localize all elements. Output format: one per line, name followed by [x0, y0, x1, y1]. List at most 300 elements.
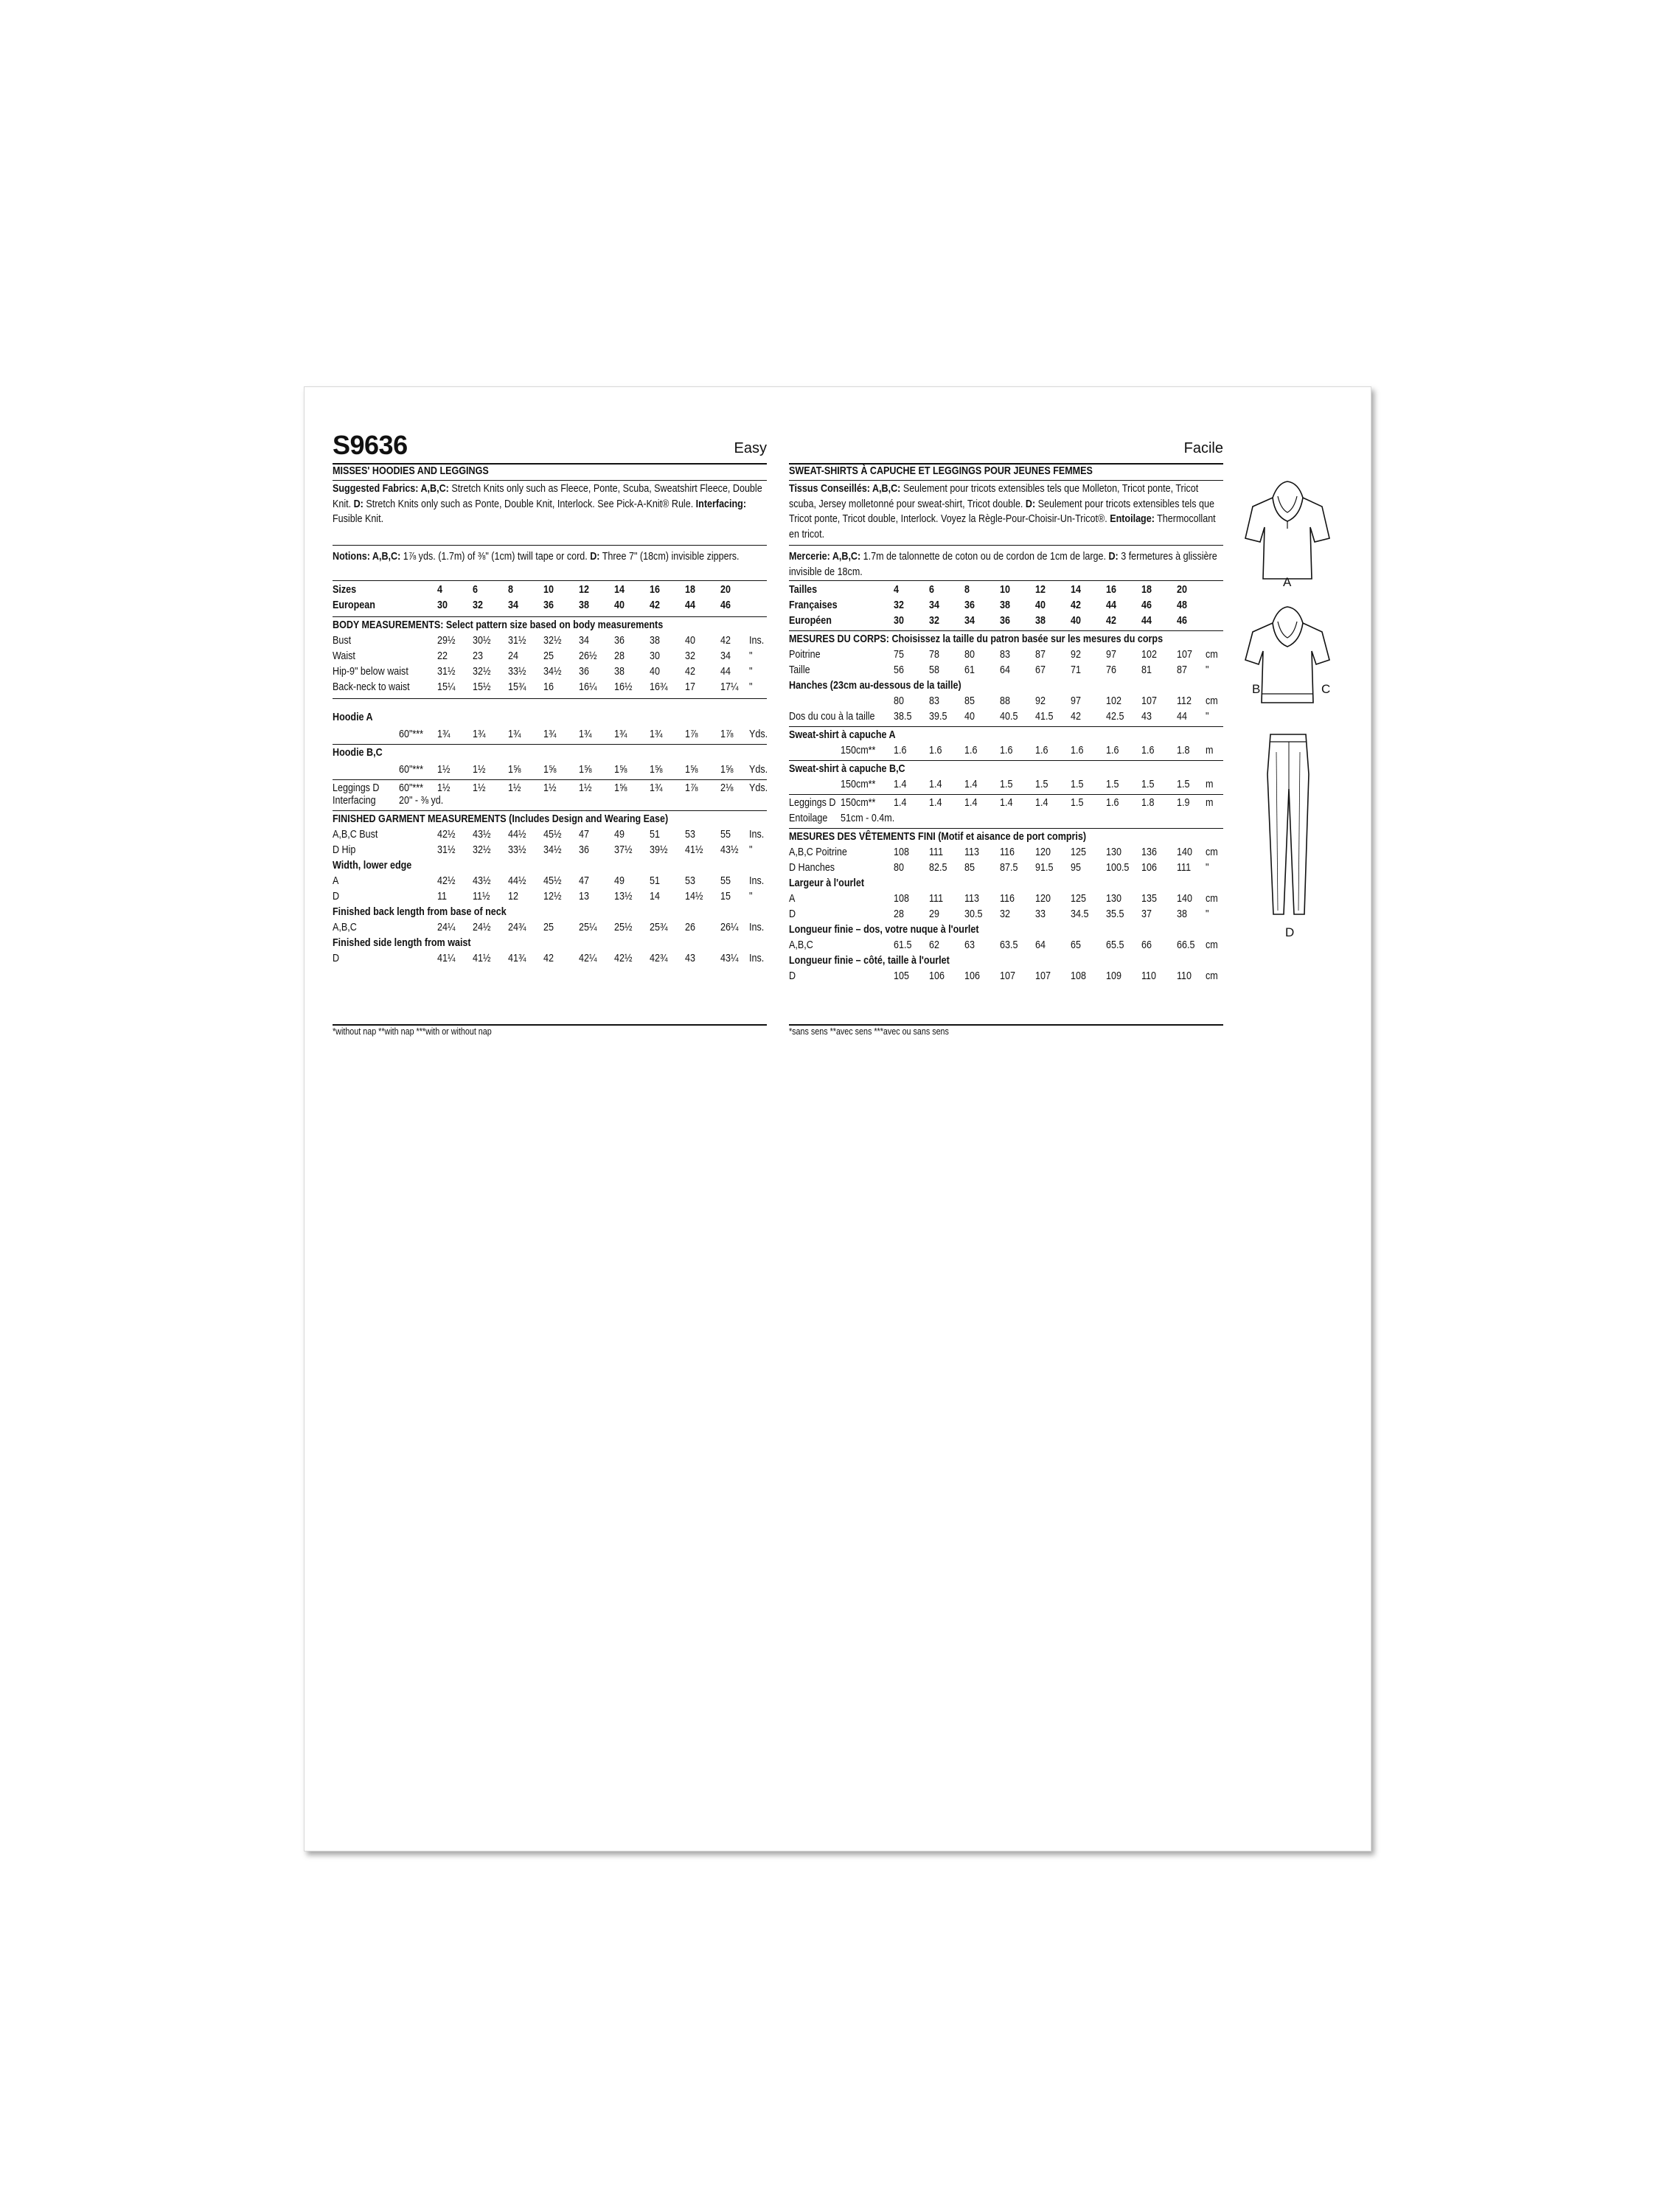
row-label: Width, lower edge [333, 860, 412, 872]
table-cell: 53 [685, 875, 695, 887]
table-cell: 109 [1106, 970, 1121, 982]
table-cell: 46 [1177, 615, 1187, 627]
table-cell: 130 [1106, 846, 1121, 858]
row-label: Européen [789, 615, 832, 627]
width-row [789, 907, 1223, 922]
yardage-row [789, 796, 1223, 811]
table-cell: 78 [929, 649, 939, 661]
table-cell: 42½ [437, 829, 456, 841]
table-cell: 32 [685, 650, 695, 662]
table-cell: 1¾ [508, 728, 521, 740]
table-cell: 41¾ [508, 953, 526, 964]
table-cell: 16¼ [579, 681, 597, 693]
table-cell: 17 [685, 681, 695, 693]
table-cell: 83 [929, 695, 939, 707]
bold-label: Suggested Fabrics: A,B,C: [333, 483, 449, 495]
table-cell: 35.5 [1106, 908, 1124, 920]
table-cell: 140 [1177, 846, 1192, 858]
table-cell: 46 [1141, 599, 1152, 611]
table-cell: 37½ [614, 844, 633, 856]
finished-row [333, 843, 767, 858]
table-cell: 1.4 [929, 797, 942, 809]
table-cell: 1.6 [1106, 745, 1119, 757]
table-cell: 33½ [508, 666, 526, 678]
table-cell: 97 [1106, 649, 1116, 661]
table-cell: 1⅝ [579, 764, 592, 776]
back-length-row [333, 920, 767, 936]
side-length-row [789, 969, 1223, 984]
table-cell: 108 [894, 893, 909, 905]
table-cell: 43½ [473, 829, 491, 841]
section-subheading [789, 922, 1223, 938]
body-row [789, 663, 1223, 678]
divider [333, 580, 767, 581]
pattern-title-fr: SWEAT-SHIRTS À CAPUCHE ET LEGGINGS POUR JEUNES FEMMES [789, 465, 1093, 477]
table-cell: 38 [579, 599, 589, 611]
table-cell: 1¾ [437, 728, 451, 740]
table-cell: 1.6 [1106, 797, 1119, 809]
table-cell: 1½ [473, 764, 486, 776]
table-cell: 1½ [508, 782, 521, 794]
row-label: A,B,C Poitrine [789, 846, 847, 858]
row-label: Hoodie A [333, 712, 373, 723]
table-cell: 85 [964, 862, 975, 874]
row-label: D Hanches [789, 862, 835, 874]
unit-label: Ins. [749, 875, 765, 887]
fabric-width: 51cm - 0.4m. [841, 813, 895, 824]
table-cell: 1.5 [1141, 779, 1155, 790]
table-cell: 40 [685, 635, 695, 647]
table-cell: 87.5 [1000, 862, 1018, 874]
table-cell: 82.5 [929, 862, 947, 874]
table-cell: 36 [543, 599, 554, 611]
table-cell: 12½ [543, 891, 562, 902]
row-label: A,B,C Bust [333, 829, 378, 841]
unit-label: cm [1206, 649, 1218, 661]
table-cell: 46 [720, 599, 731, 611]
footnote-fr: *sans sens **avec sens ***avec ou sans sens [789, 1026, 949, 1037]
table-cell: 34½ [543, 666, 562, 678]
table-cell: 32 [1000, 908, 1010, 920]
table-cell: 42.5 [1106, 711, 1124, 723]
row-label: Hip-9" below waist [333, 666, 408, 678]
unit-label: " [1206, 908, 1209, 920]
table-cell: 31½ [437, 844, 456, 856]
sizes-row [333, 582, 767, 598]
table-cell: 1.5 [1106, 779, 1119, 790]
table-cell: 110 [1177, 970, 1192, 982]
table-cell: 39½ [650, 844, 668, 856]
table-cell: 92 [1035, 695, 1046, 707]
table-cell: 1⅞ [685, 728, 698, 740]
text: 1⅞ yds. (1.7m) of ⅜" (1cm) twill tape or cord. [400, 551, 591, 563]
notions [333, 549, 764, 565]
table-cell: 41.5 [1035, 711, 1054, 723]
table-cell: 1½ [437, 764, 451, 776]
row-label: European [333, 599, 375, 611]
table-cell: 42½ [437, 875, 456, 887]
section-subheading [789, 876, 1223, 891]
table-cell: 107 [1035, 970, 1051, 982]
table-cell: 32½ [543, 635, 562, 647]
table-cell: 1.4 [1035, 797, 1048, 809]
table-cell: 30 [437, 599, 448, 611]
fabric-width: 150cm** [841, 779, 876, 790]
row-label: D [333, 953, 340, 964]
unit-label: " [749, 681, 753, 693]
table-cell: 42 [650, 599, 660, 611]
width-row [333, 889, 767, 905]
difficulty-label-fr: Facile [1183, 440, 1223, 456]
table-cell: 1.4 [964, 797, 978, 809]
row-label: Françaises [789, 599, 838, 611]
entoilage-row [789, 811, 1223, 827]
table-cell: 31½ [437, 666, 456, 678]
table-cell: 1.6 [929, 745, 942, 757]
unit-label: " [749, 891, 753, 902]
unit-label: " [1206, 862, 1209, 874]
table-cell: 43¼ [720, 953, 739, 964]
table-cell: 32½ [473, 844, 491, 856]
bold-label: Interfacing: [695, 498, 747, 510]
table-cell: 30½ [473, 635, 491, 647]
table-cell: 12 [1035, 584, 1046, 596]
table-cell: 34 [508, 599, 518, 611]
table-cell: 63.5 [1000, 939, 1018, 951]
unit-label: " [749, 666, 753, 678]
table-cell: 40 [650, 666, 660, 678]
divider [789, 580, 1223, 581]
table-cell: 1.6 [1035, 745, 1048, 757]
table-cell: 16 [543, 681, 554, 693]
row-label: Hanches (23cm au-dessous de la taille) [789, 680, 961, 692]
hanches-row [789, 694, 1223, 709]
table-cell: 105 [894, 970, 909, 982]
table-cell: 2⅛ [720, 782, 734, 794]
bold-label: Entoilage: [1110, 513, 1155, 525]
suggested-fabrics-fr [789, 481, 1220, 542]
row-label: Taille [789, 664, 810, 676]
back-length-row [789, 938, 1223, 953]
table-cell: 110 [1141, 970, 1157, 982]
pattern-sheet [304, 386, 1371, 1851]
table-cell: 71 [1071, 664, 1081, 676]
table-cell: 107 [1000, 970, 1015, 982]
unit-label: Ins. [749, 922, 765, 933]
table-cell: 80 [894, 862, 904, 874]
table-cell: 1⅝ [685, 764, 698, 776]
bold-label: Mercerie: A,B,C: [789, 551, 861, 563]
fabric-width: 150cm** [841, 797, 876, 809]
view-heading [333, 745, 767, 761]
table-cell: 88 [1000, 695, 1010, 707]
table-cell: 1¾ [473, 728, 486, 740]
table-cell: 40.5 [1000, 711, 1018, 723]
table-cell: 33½ [508, 844, 526, 856]
body-row [789, 647, 1223, 663]
unit-label: cm [1206, 970, 1218, 982]
table-cell: 106 [964, 970, 980, 982]
yardage-row [333, 762, 767, 778]
table-cell: 97 [1071, 695, 1081, 707]
table-cell: 61 [964, 664, 975, 676]
table-cell: 24¾ [508, 922, 526, 933]
row-label: Finished side length from waist [333, 937, 471, 949]
body-row [333, 649, 767, 664]
row-label: A [333, 875, 339, 887]
bold-label: D: [353, 498, 364, 510]
unit-label: cm [1206, 695, 1218, 707]
row-label: Bust [333, 635, 352, 647]
table-cell: 1.5 [1071, 779, 1084, 790]
table-cell: 1.6 [964, 745, 978, 757]
table-cell: 34½ [543, 844, 562, 856]
table-cell: 38 [650, 635, 660, 647]
unit-label: m [1206, 745, 1214, 757]
table-cell: 136 [1141, 846, 1157, 858]
table-cell: 65 [1071, 939, 1081, 951]
table-cell: 25½ [614, 922, 633, 933]
section-subheading [789, 678, 1223, 694]
unit-label: cm [1206, 846, 1218, 858]
table-cell: 1⅝ [543, 764, 557, 776]
table-cell: 44 [1106, 599, 1116, 611]
table-cell: 36 [579, 844, 589, 856]
table-cell: 33 [1035, 908, 1046, 920]
fabric-width: 60"*** [399, 764, 424, 776]
table-cell: 111 [1177, 862, 1192, 874]
european-row [333, 598, 767, 613]
pattern-number: S9636 [333, 430, 408, 460]
table-cell: 15¾ [508, 681, 526, 693]
table-cell: 125 [1071, 893, 1086, 905]
francaises-row [789, 598, 1223, 613]
row-label: Longueur finie – dos, votre nuque à l'ourlet [789, 924, 979, 936]
table-cell: 48 [1177, 599, 1187, 611]
view-heading [789, 728, 1223, 743]
table-cell: 10 [1000, 584, 1010, 596]
width-row [789, 891, 1223, 907]
unit-label: Ins. [749, 953, 765, 964]
english-header [333, 431, 767, 458]
table-cell: 24¼ [437, 922, 456, 933]
divider [789, 1024, 1223, 1026]
suggested-fabrics [333, 481, 764, 527]
bold-label: D: [590, 551, 600, 563]
table-cell: 1⅝ [650, 764, 663, 776]
table-cell: 1⅞ [720, 728, 734, 740]
table-cell: 34.5 [1071, 908, 1089, 920]
table-cell: 42 [685, 666, 695, 678]
view-label-c: C [1321, 682, 1331, 696]
table-cell: 41¼ [437, 953, 456, 964]
footnote: *without nap **with nap ***with or without nap [333, 1026, 492, 1037]
table-cell: 15¼ [437, 681, 456, 693]
table-cell: 64 [1000, 664, 1010, 676]
table-cell: 56 [894, 664, 904, 676]
table-cell: 92 [1071, 649, 1081, 661]
sizes-row [789, 582, 1223, 598]
table-cell: 38 [1035, 615, 1046, 627]
table-cell: 108 [894, 846, 909, 858]
table-cell: 1.5 [1071, 797, 1084, 809]
table-cell: 102 [1106, 695, 1121, 707]
table-cell: 47 [579, 875, 589, 887]
table-cell: 34 [929, 599, 939, 611]
divider [333, 698, 767, 699]
table-cell: 34 [579, 635, 589, 647]
table-cell: 1¾ [650, 782, 663, 794]
table-cell: 6 [473, 584, 478, 596]
table-cell: 15½ [473, 681, 491, 693]
unit-label: " [1206, 664, 1209, 676]
row-label: Largeur à l'ourlet [789, 877, 865, 889]
unit-label: " [1206, 711, 1209, 723]
table-cell: 18 [685, 584, 695, 596]
table-cell: 44½ [508, 875, 526, 887]
table-cell: 24 [508, 650, 518, 662]
table-cell: 1½ [437, 782, 451, 794]
finished-row [789, 860, 1223, 876]
table-cell: 1¾ [614, 728, 627, 740]
table-cell: 85 [964, 695, 975, 707]
table-cell: 44 [1177, 711, 1187, 723]
table-cell: 39.5 [929, 711, 947, 723]
table-cell: 100.5 [1106, 862, 1130, 874]
row-label: FINISHED GARMENT MEASUREMENTS (Includes Design and Wearing Ease) [333, 813, 669, 825]
table-cell: 1⅞ [685, 782, 698, 794]
text: Thermocollant en tricot. [789, 513, 1216, 540]
body-row [789, 709, 1223, 725]
table-cell: 107 [1177, 649, 1192, 661]
table-cell: 37 [1141, 908, 1152, 920]
table-cell: 76 [1106, 664, 1116, 676]
table-cell: 40 [614, 599, 625, 611]
text: Seulement pour tricots extensibles tels que Molleton, Tricot ponte, Tricot scuba, Jersey molletonné pour sweat-shirt, Tricot double. [789, 483, 1199, 510]
row-label: Leggings D [789, 797, 836, 809]
unit-label: Yds. [749, 728, 768, 740]
table-cell: 1.5 [1000, 779, 1013, 790]
table-cell: 1¾ [543, 728, 557, 740]
row-label: Longueur finie – côté, taille à l'ourlet [789, 955, 950, 967]
fabric-width: 150cm** [841, 745, 876, 757]
table-cell: 1⅝ [614, 782, 627, 794]
table-cell: 13 [579, 891, 589, 902]
table-cell: 1.4 [1000, 797, 1013, 809]
table-cell: 26 [685, 922, 695, 933]
fabric-width: 20" - ⅜ yd. [399, 795, 444, 807]
divider [333, 779, 767, 780]
table-cell: 32 [929, 615, 939, 627]
divider [789, 828, 1223, 829]
table-cell: 1.4 [964, 779, 978, 790]
table-cell: 67 [1035, 664, 1046, 676]
divider [333, 545, 767, 546]
table-cell: 14 [650, 891, 660, 902]
unit-label: cm [1206, 893, 1218, 905]
row-label: Interfacing [333, 795, 376, 807]
row-label: Waist [333, 650, 355, 662]
table-cell: 1.6 [1000, 745, 1013, 757]
table-cell: 36 [579, 666, 589, 678]
table-cell: 43 [1141, 711, 1152, 723]
section-subheading [789, 953, 1223, 969]
table-cell: 1.4 [894, 779, 907, 790]
yardage-row [333, 727, 767, 742]
table-cell: 34 [720, 650, 731, 662]
text: 3 fermetures à glissière invisible de 18cm. [789, 551, 1217, 578]
section-heading [333, 812, 767, 827]
row-label: Hoodie B,C [333, 747, 383, 759]
table-cell: 32 [473, 599, 483, 611]
table-cell: 1⅝ [508, 764, 521, 776]
unit-label: Yds. [749, 764, 768, 776]
table-cell: 95 [1071, 862, 1081, 874]
leggings-d-illustration [1256, 730, 1322, 922]
table-cell: 120 [1035, 846, 1051, 858]
divider [789, 630, 1223, 631]
table-cell: 14½ [685, 891, 703, 902]
table-cell: 26¼ [720, 922, 739, 933]
row-label: D [333, 891, 340, 902]
row-label: Sizes [333, 584, 357, 596]
table-cell: 58 [929, 664, 939, 676]
table-cell: 44½ [508, 829, 526, 841]
text: Stretch Knits only such as Fleece, Ponte, Scuba, Sweatshirt Fleece, Double Knit. [333, 483, 762, 510]
table-cell: 1.6 [1141, 745, 1155, 757]
bold-label: D: [1025, 498, 1036, 510]
interfacing-row [333, 793, 767, 809]
table-cell: 8 [508, 584, 513, 596]
divider [333, 744, 767, 745]
table-cell: 107 [1141, 695, 1157, 707]
row-label: Back-neck to waist [333, 681, 410, 693]
table-cell: 1⅝ [720, 764, 734, 776]
table-cell: 42 [543, 953, 554, 964]
unit-label: " [749, 650, 753, 662]
table-cell: 87 [1035, 649, 1046, 661]
table-cell: 116 [1000, 893, 1015, 905]
difficulty-label: Easy [734, 440, 767, 456]
body-row [333, 680, 767, 695]
table-cell: 62 [929, 939, 939, 951]
text: 1.7m de talonnette de coton ou de cordon de 1cm de large. [860, 551, 1109, 563]
row-label: Sweat-shirt à capuche B,C [789, 763, 905, 775]
table-cell: 41½ [473, 953, 491, 964]
table-cell: 36 [964, 599, 975, 611]
row-label: MESURES DU CORPS: Choisissez la taille du patron basée sur les mesures du corps [789, 633, 1164, 645]
table-cell: 116 [1000, 846, 1015, 858]
row-label: Poitrine [789, 649, 821, 661]
view-heading [789, 762, 1223, 777]
table-cell: 25¼ [579, 922, 597, 933]
table-cell: 1¾ [579, 728, 592, 740]
table-cell: 112 [1177, 695, 1192, 707]
table-cell: 4 [894, 584, 899, 596]
unit-label: Yds. [749, 782, 768, 794]
table-cell: 42¼ [579, 953, 597, 964]
row-label: Finished back length from base of neck [333, 906, 507, 918]
table-cell: 91.5 [1035, 862, 1054, 874]
table-cell: 1.4 [929, 779, 942, 790]
text: Three 7" (18cm) invisible zippers. [599, 551, 740, 563]
text: Seulement pour tricots extensibles tels que Tricot ponte, Tricot double, Interlock. Voyez la Règle-Pour-Choisir-Un-Tricot®. [789, 498, 1214, 525]
table-cell: 44 [1141, 615, 1152, 627]
table-cell: 55 [720, 875, 731, 887]
table-cell: 1.4 [894, 797, 907, 809]
text: Fusible Knit. [333, 513, 384, 525]
table-cell: 1.6 [894, 745, 907, 757]
